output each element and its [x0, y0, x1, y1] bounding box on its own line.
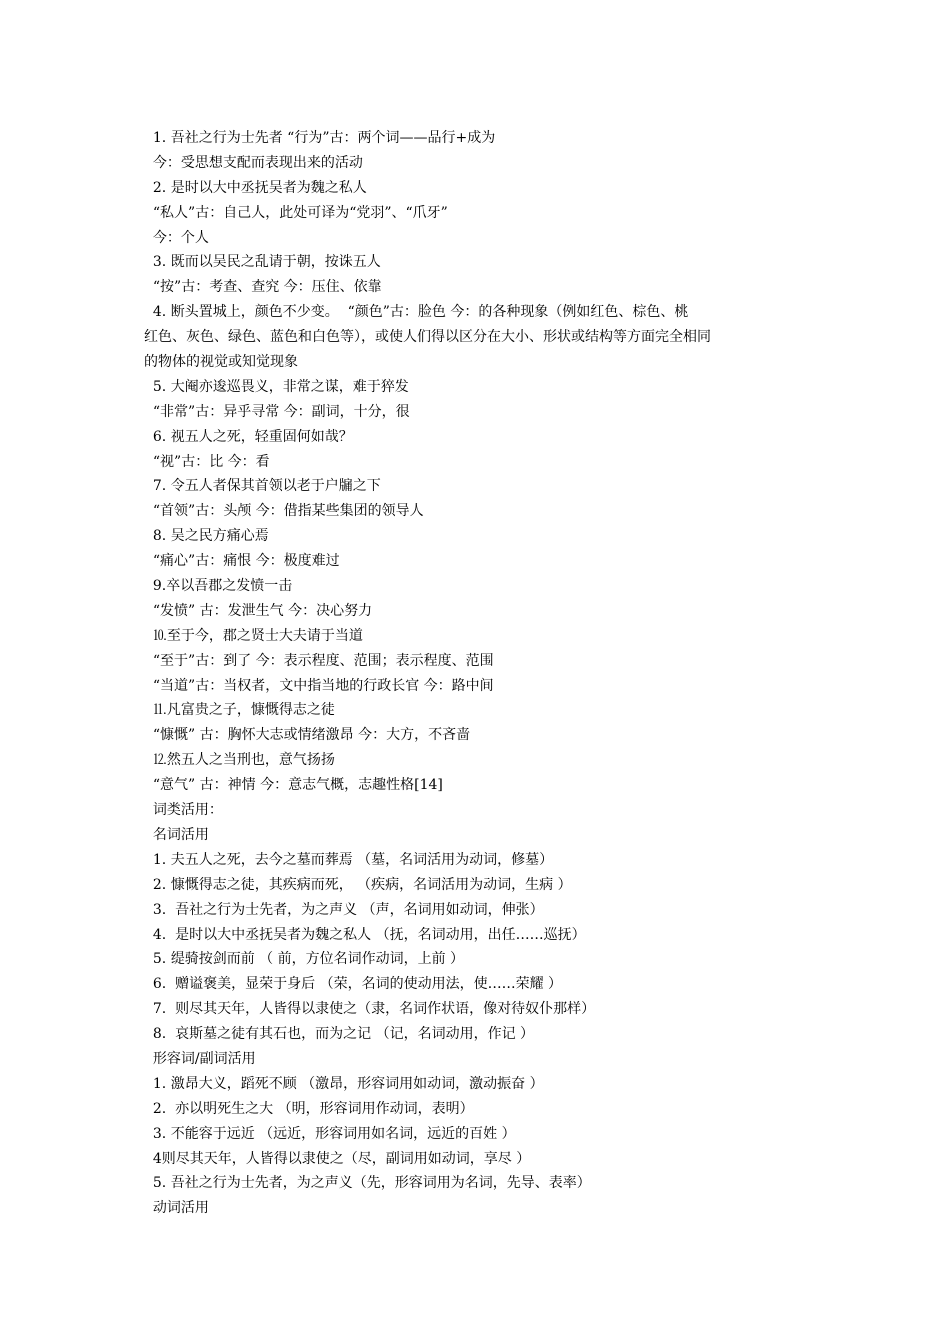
text-line: 5. 大阉亦逡巡畏义，非常之谋，难于猝发: [144, 378, 409, 395]
text-line: ⒓然五人之当刑也，意气扬扬: [144, 752, 335, 769]
text-line: ⒒凡富贵之子，慷慨得志之徒: [144, 702, 335, 719]
text-line: 词类活用：: [144, 802, 223, 819]
text-line: 的物体的视觉或知觉现象: [144, 354, 298, 371]
text-line: 2. 是时以大中丞抚吴者为魏之私人: [144, 179, 367, 196]
text-line: 1. 激昂大义，蹈死不顾 （激昂，形容词用如动词，激动振奋 ）: [144, 1075, 544, 1092]
text-line: 形容词/副词活用: [144, 1050, 256, 1067]
text-line: 1. 夫五人之死，去今之墓而葬焉 （墓，名词活用为动词，修墓）: [144, 851, 554, 868]
text-line: “当道”古：当权者，文中指当地的行政长官 今：路中间: [144, 677, 494, 694]
text-line: “首领”古：头颅 今：借指某些集团的领导人: [144, 503, 424, 520]
text-line: “至于”古：到了 今：表示程度、范围；表示程度、范围: [144, 652, 494, 669]
text-line: 5. 吾社之行为士先者，为之声义（先，形容词用为名词，先导、表率）: [144, 1175, 591, 1192]
text-line: “慷慨” 古：胸怀大志或情绪激昂 今：大方，不吝啬: [144, 727, 471, 744]
text-line: 5. 缇骑按剑而前 （ 前，方位名词作动词，上前 ）: [144, 951, 465, 968]
text-line: “意气” 古：神情 今：意志气概，志趣性格[14]: [144, 777, 443, 794]
document-text: [144, 126, 814, 1221]
text-line: 8. 哀斯墓之徒有其石也，而为之记 （记，名词动用，作记 ）: [144, 1026, 535, 1043]
text-line: “私人”古：自己人，此处可译为“党羽”、“爪牙”: [144, 204, 448, 221]
text-line: 4则尽其天年，人皆得以隶使之（尽，副词用如动词，享尽 ）: [144, 1150, 531, 1167]
text-line: “视”古：比 今：看: [144, 453, 270, 470]
text-line: 红色、灰色、绿色、蓝色和白色等），或使人们得以区分在大小、形状或结构等方面完全相同: [144, 329, 711, 346]
text-line: 2. 亦以明死生之大 （明，形容词用作动词，表明）: [144, 1100, 474, 1117]
text-line: 2. 慷慨得志之徒，其疾病而死， （疾病，名词活用为动词，生病 ）: [144, 876, 572, 893]
text-line: “发愤” 古：发泄生气 今：决心努力: [144, 602, 373, 619]
text-line: 4. 是时以大中丞抚吴者为魏之私人 （抚，名词动用，出任……巡抚）: [144, 926, 586, 943]
text-line: 7. 令五人者保其首领以老于户牖之下: [144, 478, 381, 495]
text-line: ⒑至于今，郡之贤士大夫请于当道: [144, 627, 363, 644]
text-line: 3. 吾社之行为士先者，为之声义 （声，名词用如动词，伸张）: [144, 901, 544, 918]
text-line: 9.卒以吾郡之发愤一击: [144, 578, 293, 595]
text-line: 3. 既而以吴民之乱请于朝，按诛五人: [144, 254, 381, 271]
text-line: 今：受思想支配而表现出来的活动: [144, 154, 363, 171]
text-line: 名词活用: [144, 826, 209, 843]
text-line: 动词活用: [144, 1200, 209, 1217]
text-line: “非常”古：异乎寻常 今：副词，十分，很: [144, 403, 410, 420]
text-line: “按”古：考查、查究 今：压住、依靠: [144, 279, 382, 296]
text-line: 3. 不能容于远近 （远近，形容词用如名词，远近的百姓 ）: [144, 1125, 516, 1142]
text-line: “痛心”古：痛恨 今：极度难过: [144, 553, 340, 570]
text-line: 4. 断头置城上，颜色不少变。 “颜色”古：脸色 今：的各种现象（例如红色、棕色、桃: [144, 304, 689, 321]
text-line: 6. 赠谥褒美，显荣于身后 （荣，名词的使动用法，使……荣耀 ）: [144, 976, 563, 993]
text-line: 1. 吾社之行为士先者 “行为”古：两个词——品行+成为: [144, 130, 496, 146]
text-line: 7. 则尽其天年，人皆得以隶使之（隶，名词作状语，像对待奴仆那样）: [144, 1001, 596, 1018]
text-line: 8. 吴之民方痛心焉: [144, 528, 269, 545]
text-line: 今：个人: [144, 229, 209, 246]
text-line: 6. 视五人之死，轻重固何如哉？: [144, 428, 353, 445]
